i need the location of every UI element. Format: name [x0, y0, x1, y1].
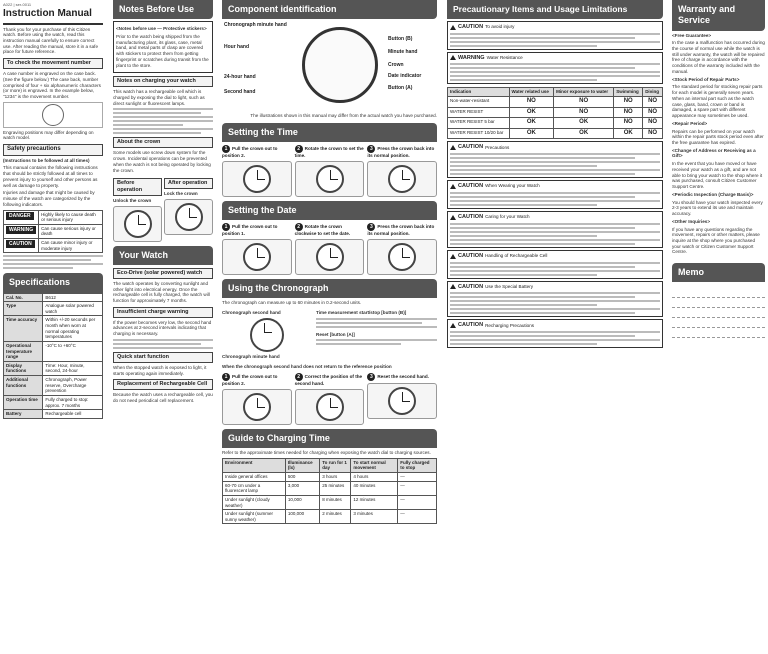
- charge-cell: 12 minutes: [351, 495, 398, 509]
- step-text: Pull the crown out to position 1.: [222, 224, 278, 237]
- step-number: 3: [367, 145, 375, 153]
- text-lines: [113, 339, 213, 349]
- chrono-reset-label: Reset [button (A)]: [316, 331, 355, 337]
- caution-sub: Use the Special Battery: [485, 284, 534, 290]
- label-second: Second hand: [224, 89, 256, 96]
- check-text: A case number is engraved on the case back. (See the figure below.) The case back, number comprised of four + six alphanumeric characters (or more) is engraved. In the example below, "1234" is the movement number.: [3, 71, 101, 99]
- charge-header: Illuminance (lx): [285, 458, 319, 472]
- text-lines: [450, 223, 660, 245]
- water-cell: WATER RESIST 10/20 bar: [448, 128, 510, 139]
- caution-section: [447, 281, 663, 318]
- water-cell: NO: [614, 118, 643, 129]
- charge-cell: 60-70 cm under a fluorescent lamp: [223, 481, 286, 495]
- step-text: Rotate the crown to set the time.: [294, 146, 364, 159]
- step-number: 2: [295, 223, 303, 231]
- caution-head: [450, 253, 660, 260]
- water-cell: NO: [614, 107, 643, 118]
- label-crown: Crown: [388, 62, 404, 69]
- crown-figure: [222, 161, 292, 197]
- insuff-title: Insufficient charge warning: [113, 307, 213, 318]
- precaution-title: Precautionary Items and Usage Limitations: [447, 0, 663, 19]
- text-lines: [113, 108, 213, 134]
- spec-value: Time: Hour, minute, second, 24-hour: [43, 361, 103, 375]
- caution-sub: Handling of Rechargeable Cell: [485, 253, 548, 259]
- spec-table: [3, 293, 103, 419]
- notes-title: Notes Before Use: [113, 0, 213, 19]
- spec-value: B612: [43, 293, 103, 302]
- water-cell: NO: [643, 128, 663, 139]
- step-text: Press the crown back into its normal position.: [367, 224, 435, 237]
- charge-title: Notes on charging your watch: [113, 76, 213, 87]
- step-number: 2: [295, 373, 303, 381]
- charge-text: This watch has a rechargeable cell which is charged by exposing the dial to light, such as direct sunlight or fluorescent lamps.: [113, 89, 205, 106]
- page-code: A022 | ser-0011: [3, 2, 32, 7]
- table-row: [448, 107, 663, 118]
- table-row: [4, 316, 103, 342]
- step-item: [367, 145, 437, 197]
- charge-cell: Inside general offices: [223, 473, 286, 482]
- text-lines: [450, 192, 660, 206]
- periodic-title: <Periodic Inspection (Charge Basis)>: [672, 191, 754, 197]
- caution-section: [447, 250, 663, 279]
- crown-figure: [367, 383, 437, 419]
- crown-figure: [222, 389, 292, 425]
- charge-cell: —: [398, 473, 437, 482]
- charge-guide-title: Guide to Charging Time: [222, 429, 437, 448]
- label-24h: 24-hour hand: [224, 74, 256, 81]
- stock-text: The standard period for stocking repair parts for each model is generally seven years. When an internal part such as the watch case, glass, band, crown or band is damaged, a spare part with different appearance may sometimes be used.: [672, 84, 763, 119]
- table-row: [448, 97, 663, 108]
- watch-icon: [243, 165, 271, 193]
- charge-cell: 25 minutes: [320, 481, 351, 495]
- water-header: Indication: [448, 88, 510, 97]
- table-row: [4, 302, 103, 316]
- step-number: 3: [367, 223, 375, 231]
- text-lines: [450, 262, 660, 276]
- periodic-text: You should have your watch inspected every 2-3 years to extend its use and maintain accuracy.: [672, 199, 763, 217]
- text-lines: [316, 339, 437, 345]
- water-cell: NO: [614, 97, 643, 108]
- watch-icon: [388, 165, 416, 193]
- chrono-intro: The chronograph can measure up to 60 minutes in 0.2-second units.: [222, 300, 362, 306]
- watch-icon: [316, 243, 344, 271]
- label-minute: Minute hand: [388, 49, 418, 56]
- comp-note: The illustrations shown in this manual may differ from the actual watch you have purchased.: [250, 113, 437, 119]
- caution-head: [450, 322, 660, 329]
- charge-cell: 3,000: [285, 481, 319, 495]
- table-header-row: [448, 88, 663, 97]
- charge-cell: 8 minutes: [320, 495, 351, 509]
- crown-figure: [222, 239, 292, 275]
- caution-sub: When Wearing your Watch: [485, 183, 540, 189]
- safety-text: This manual contains the following instructions that should be strictly followed at all times to prevent injury to yourself and other persons as well as damage to property.: [3, 165, 98, 188]
- warning-triangle-icon: [450, 145, 456, 150]
- free-text: In the case a malfunction has occurred during the course of normal use while the watch is still under warranty, the watch will be repaired free of charge in accordance with the conditions of the warranty included with the manual.: [672, 40, 765, 74]
- text-lines: [450, 33, 660, 47]
- table-header-row: [223, 458, 437, 472]
- spec-label: Operation time: [4, 395, 43, 409]
- caution-sub: Precautions: [485, 144, 510, 150]
- protect-title: <Notes before use — Protective stickers>: [116, 26, 207, 32]
- warning-text: Can cause serious injury or death: [39, 224, 103, 238]
- stock-title: <Stock Period of Repair Parts>: [672, 76, 740, 82]
- water-cell: Non-water-resistant: [448, 97, 510, 108]
- charge-header: Fully charged to stop: [398, 458, 437, 472]
- column-precautions: [447, 0, 663, 654]
- watch-icon: [316, 393, 344, 421]
- water-cell: OK: [509, 107, 554, 118]
- caution-head: [450, 144, 660, 151]
- intro-text: Thank you for your purchase of this Citizen watch. Before using the watch, read this instruction manual carefully to ensure correct use. After reading the manual, store it in a safe place for future reference.: [3, 26, 98, 55]
- text-lines: [450, 153, 660, 175]
- step-number: 3: [367, 373, 375, 381]
- caution-section: [447, 211, 663, 248]
- label-button-a: Button (A): [388, 85, 413, 92]
- other-title: <Other Inquiries>: [672, 218, 711, 224]
- column-instruction: [3, 0, 103, 654]
- spec-label: Cal. No.: [4, 293, 43, 302]
- your-watch-title: Your Watch: [113, 246, 213, 265]
- step-item: [367, 373, 437, 425]
- caution-head: [450, 183, 660, 190]
- table-row: [4, 341, 103, 361]
- table-row: [223, 495, 437, 509]
- caution-section: [447, 180, 663, 209]
- spec-value: Within +/-20 seconds per month when worn at normal operating temperatures: [43, 316, 103, 342]
- step-item: [222, 373, 292, 425]
- water-cell: NO: [643, 107, 663, 118]
- memo-lines: [672, 288, 765, 338]
- chrono-minute-label: Chronograph minute hand: [222, 353, 280, 359]
- crown-figure: [367, 239, 437, 275]
- warning-triangle-icon: [450, 184, 456, 189]
- charge-header: Environment: [223, 458, 286, 472]
- repair-title: <Repair Period>: [672, 120, 708, 126]
- chrono-second-label: Chronograph second hand: [222, 309, 281, 315]
- chrono-watch-icon: [250, 318, 284, 352]
- caution-badge: CAUTION: [4, 239, 39, 253]
- column-usage: [222, 0, 437, 654]
- crown-figure: [295, 239, 365, 275]
- unlock-crown-figure: [113, 206, 162, 242]
- step-text: Rotate the crown clockwise to set the date.: [294, 224, 351, 237]
- safety-title: Safety precautions: [3, 144, 103, 156]
- quick-title: Quick start function: [113, 352, 213, 363]
- about-text: Some models use screw down system for the crown. Incidental operations can be prevented when the watch is not being operated by locking the crown.: [113, 150, 211, 173]
- water-cell: WATER RESIST: [448, 107, 510, 118]
- watch-icon: [243, 393, 271, 421]
- step-number: 1: [222, 145, 230, 153]
- water-header: Minor exposure to water: [554, 88, 614, 97]
- charge-cell: Under sunlight (cloudy weather): [223, 495, 286, 509]
- table-row: [223, 510, 437, 524]
- warning-sub: Water Resistance: [486, 55, 523, 61]
- table-row: [4, 210, 103, 224]
- water-cell: NO: [643, 118, 663, 129]
- step-text: Pull the crown out to position 2.: [222, 374, 278, 387]
- water-cell: OK: [509, 128, 554, 139]
- spec-label: Time accuracy: [4, 316, 43, 342]
- component-title: Component identification: [222, 0, 437, 19]
- table-row: [4, 395, 103, 409]
- table-row: [4, 224, 103, 238]
- step-text: Reset the second hand.: [377, 374, 429, 380]
- before-title: Before operation: [113, 178, 162, 196]
- caution-label: CAUTION: [458, 182, 484, 189]
- safety-table: [3, 210, 103, 254]
- caution-section: [447, 141, 663, 178]
- step-item: [295, 373, 365, 425]
- caution-label: CAUTION: [458, 23, 484, 30]
- watch-icon: [243, 243, 271, 271]
- replace-text: Because the watch uses a rechargeable cell, you do not need periodical cell replacement.: [113, 392, 213, 403]
- text-lines: [450, 63, 660, 81]
- manual-title: Instruction Manual: [3, 8, 103, 25]
- setdate-steps: [222, 223, 437, 275]
- memo-title: Memo: [672, 263, 765, 282]
- water-cell: OK: [614, 128, 643, 139]
- warning-triangle-icon: [450, 254, 456, 259]
- charge-cell: —: [398, 495, 437, 509]
- warning-triangle-icon: [450, 284, 456, 289]
- step-item: [295, 145, 365, 197]
- water-header: Swimming: [614, 88, 643, 97]
- caution-sub: Recharging Precautions: [485, 322, 535, 328]
- charge-cell: 100,000: [285, 510, 319, 524]
- step-number: 1: [222, 373, 230, 381]
- watch-icon: [124, 210, 152, 238]
- charge-cell: 40 minutes: [351, 481, 398, 495]
- watch-face-icon: [302, 27, 378, 103]
- case-back-icon: [42, 104, 64, 126]
- warning-triangle-icon: [450, 55, 456, 60]
- caution-sub: Caring for your Watch: [485, 214, 530, 220]
- column-warranty: [672, 0, 765, 654]
- table-row: [448, 128, 663, 139]
- replace-title: Replacement of Rechargeable Cell: [113, 379, 213, 390]
- water-cell: NO: [643, 97, 663, 108]
- charge-cell: —: [398, 481, 437, 495]
- text-lines: [450, 292, 660, 314]
- warranty-title: Warranty and Service: [672, 0, 765, 31]
- case-back-figure: [3, 102, 103, 128]
- warning-triangle-icon: [450, 323, 456, 328]
- lock-crown-figure: [164, 199, 213, 235]
- label-button-b: Button (B): [388, 36, 413, 43]
- caution-label: CAUTION: [458, 322, 484, 329]
- step-item: [367, 223, 437, 275]
- protect-text: Prior to the watch being shipped from the manufacturing plant, its glass, case, metal band, and metal parts of clasp are covered with stickers to protect them from getting fingerprint or scratches during transit from the plant to the store.: [116, 33, 209, 68]
- spec-label: Display functions: [4, 361, 43, 375]
- spec-value: Fully charged to stop: approx. 7 months: [43, 395, 103, 409]
- eco-title: Eco-Drive (solar powered) watch: [113, 268, 213, 279]
- table-row: [223, 481, 437, 495]
- quick-text: When the stopped watch is exposed to light, it starts operating again immediately.: [113, 364, 207, 376]
- step-text: Press the crown back into its normal position.: [367, 146, 435, 159]
- text-lines: [3, 255, 103, 269]
- table-row: [4, 376, 103, 396]
- setdate-title: Setting the Date: [222, 201, 437, 220]
- column-notes: [113, 0, 213, 654]
- gift-title: <Change of Address or Receiving as a Gift>: [672, 147, 756, 159]
- eco-text: The watch operates by converting sunlight and other light into electrical energy. Once the rechargeable cell is fully charged, the watch will function for approximately 7 months.: [113, 280, 210, 304]
- figure-caption: Engraving positions may differ depending on watch model.: [3, 129, 94, 141]
- caution-sub: To avoid injury: [485, 24, 515, 30]
- chrono-title: Using the Chronograph: [222, 279, 437, 298]
- gift-text: In the event that you have moved or have received your watch as a gift, and are not able to bring your watch to the shop where it was purchased, consult Citizen Customer Support Centre.: [672, 161, 763, 190]
- table-row: [448, 118, 663, 129]
- warning-badge: WARNING: [4, 224, 39, 238]
- about-title: About the crown: [113, 137, 213, 148]
- table-row: [223, 473, 437, 482]
- free-title: <Free Guarantee>: [672, 32, 712, 38]
- caution-head: [450, 214, 660, 221]
- watch-icon: [316, 165, 344, 193]
- warning-box: [447, 52, 663, 85]
- water-cell: NO: [554, 107, 614, 118]
- label-date: Date indicator: [388, 73, 422, 80]
- watch-icon: [388, 243, 416, 271]
- charge-cell: Under sunlight (summer sunny weather): [223, 510, 286, 524]
- reset-steps: [222, 373, 437, 425]
- step-item: [222, 223, 292, 275]
- caution-text: Can cause minor injury or moderate injury: [39, 239, 103, 253]
- caution-head: [450, 284, 660, 291]
- crown-figure: [295, 161, 365, 197]
- spec-value: -10°C to +60°C: [43, 341, 103, 361]
- water-cell: OK: [554, 118, 614, 129]
- charge-cell: 3 hours: [320, 473, 351, 482]
- water-cell: NO: [554, 97, 614, 108]
- water-cell: OK: [554, 128, 614, 139]
- text-lines: [450, 331, 660, 345]
- caution-label: CAUTION: [458, 283, 484, 290]
- spec-label: Operational temperature range: [4, 341, 43, 361]
- caution-label: CAUTION: [458, 213, 484, 220]
- danger-text: Highly likely to cause death or serious injury: [39, 210, 103, 224]
- lock-title: Lock the crown: [164, 191, 198, 197]
- spec-title: Specifications: [3, 273, 103, 292]
- settime-title: Setting the Time: [222, 123, 437, 142]
- spec-label: Type: [4, 302, 43, 316]
- charge-cell: 10,000: [285, 495, 319, 509]
- table-row: [4, 293, 103, 302]
- step-number: 1: [222, 223, 230, 231]
- charge-cell: 2 minutes: [320, 510, 351, 524]
- caution-section: [447, 319, 663, 348]
- water-cell: OK: [509, 118, 554, 129]
- table-row: [4, 361, 103, 375]
- chrono-start-label: Time measurement start/stop [button (B)]: [316, 309, 407, 315]
- crown-figure: [367, 161, 437, 197]
- crown-figure: [295, 389, 365, 425]
- other-text: If you have any questions regarding the movement, repairs or other matters, please inquire at the shop where you purchased your watch or Citizen Customer Support Centre.: [672, 226, 760, 255]
- after-title: After operation: [164, 178, 213, 189]
- water-cell: WATER RESIST 5 bar: [448, 118, 510, 129]
- spec-value: Chronograph, Power reserve, Overcharge prevention: [43, 376, 103, 396]
- spec-label: Additional functions: [4, 376, 43, 396]
- insuff-text: If the power becomes very low, the second hand advances at 2-second intervals indicating that charging is necessary.: [113, 319, 212, 337]
- label-chrono-min: Chronograph minute hand: [224, 22, 287, 29]
- protect-box: [113, 21, 213, 73]
- water-cell: NO: [509, 97, 554, 108]
- caution-box: [447, 21, 663, 50]
- reset-ref: When the chronograph second hand does not return to the reference position: [222, 364, 392, 370]
- safety-text2: Injuries and damage that might be caused by misuse of the watch are categorized by the following indicators.: [3, 190, 95, 207]
- safety-sub: (Instructions to be followed at all times): [3, 157, 90, 163]
- settime-steps: [222, 145, 437, 197]
- check-title: To check the movement number: [3, 58, 103, 69]
- warning-triangle-icon: [450, 215, 456, 220]
- warning-triangle-icon: [450, 25, 456, 30]
- watch-icon: [175, 203, 203, 231]
- unlock-title: Unlock the crown: [113, 198, 152, 204]
- charge-cell: 500: [285, 473, 319, 482]
- step-text: Correct the position of the second hand.: [294, 374, 363, 387]
- charge-cell: 4 hours: [351, 473, 398, 482]
- label-hour: Hour hand: [224, 44, 249, 51]
- step-item: [295, 223, 365, 275]
- water-header: Water related use: [509, 88, 554, 97]
- water-header: Diving: [643, 88, 663, 97]
- text-lines: [316, 318, 437, 328]
- spec-value: Rechargeable cell: [43, 410, 103, 419]
- charge-cell: —: [398, 510, 437, 524]
- watch-icon: [388, 387, 416, 415]
- caution-label: CAUTION: [458, 252, 484, 259]
- step-text: Pull the crown out to position 2.: [222, 146, 278, 159]
- water-table: [447, 87, 663, 139]
- spec-value: Analogue solar powered watch: [43, 302, 103, 316]
- component-figure: [222, 19, 437, 111]
- warning-label: WARNING: [458, 54, 485, 61]
- danger-badge: DANGER: [4, 210, 39, 224]
- step-item: [222, 145, 292, 197]
- spec-label: Battery: [4, 410, 43, 419]
- step-number: 2: [295, 145, 303, 153]
- repair-text: Repairs can be performed on your watch within the repair parts stock period even after the free guarantee has expired.: [672, 128, 764, 145]
- charge-header: To start normal movement: [351, 458, 398, 472]
- caution-label: CAUTION: [458, 144, 484, 150]
- caution-list: [447, 141, 663, 348]
- charge-cell: 3 minutes: [351, 510, 398, 524]
- charge-intro: Refer to the approximate times needed for charging when exposing the watch dial to charging sources.: [222, 450, 431, 456]
- table-row: [4, 239, 103, 253]
- charge-table: [222, 458, 437, 525]
- charge-header: To run for 1 day: [320, 458, 351, 472]
- table-row: [4, 410, 103, 419]
